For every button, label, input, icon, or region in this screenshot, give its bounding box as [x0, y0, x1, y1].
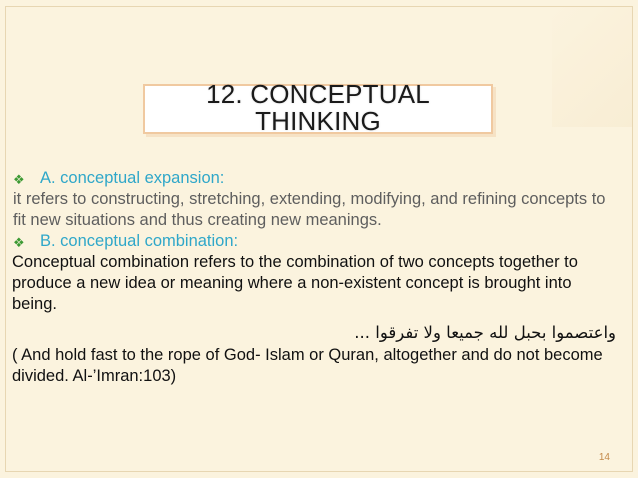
- title-line-2: THINKING: [255, 106, 381, 136]
- slide-title: [143, 81, 493, 135]
- paragraph-a: it refers to constructing, stretching, extending, modifying, and refining concepts to fit new situations and thus creating new meanings.: [13, 190, 606, 229]
- page-number: 14: [598, 452, 610, 463]
- bullet-item-a: [10, 168, 620, 189]
- diamond-bullet-icon: ❖: [13, 235, 25, 250]
- paragraph-b: Conceptual combination refers to the combination of two concepts together to produce a new idea or meaning where a non-existent concept is brought into being.: [12, 253, 578, 313]
- corner-accent: [552, 7, 632, 127]
- title-line-1: 12. CONCEPTUAL: [206, 79, 430, 109]
- arabic-quote: واعتصموا بحبل لله جميعا ولا تفرقوا ...: [354, 323, 616, 342]
- bullet-item-b: [10, 231, 620, 252]
- diamond-bullet-icon: ❖: [13, 172, 25, 187]
- bullet-a-label: A. conceptual expansion:: [40, 169, 225, 187]
- slide-content: [10, 168, 620, 387]
- bullet-b-label: B. conceptual combination:: [40, 232, 239, 250]
- translation: ( And hold fast to the rope of God- Islam or Quran, altogether and do not become divided. Al-’Imran:103): [12, 346, 603, 385]
